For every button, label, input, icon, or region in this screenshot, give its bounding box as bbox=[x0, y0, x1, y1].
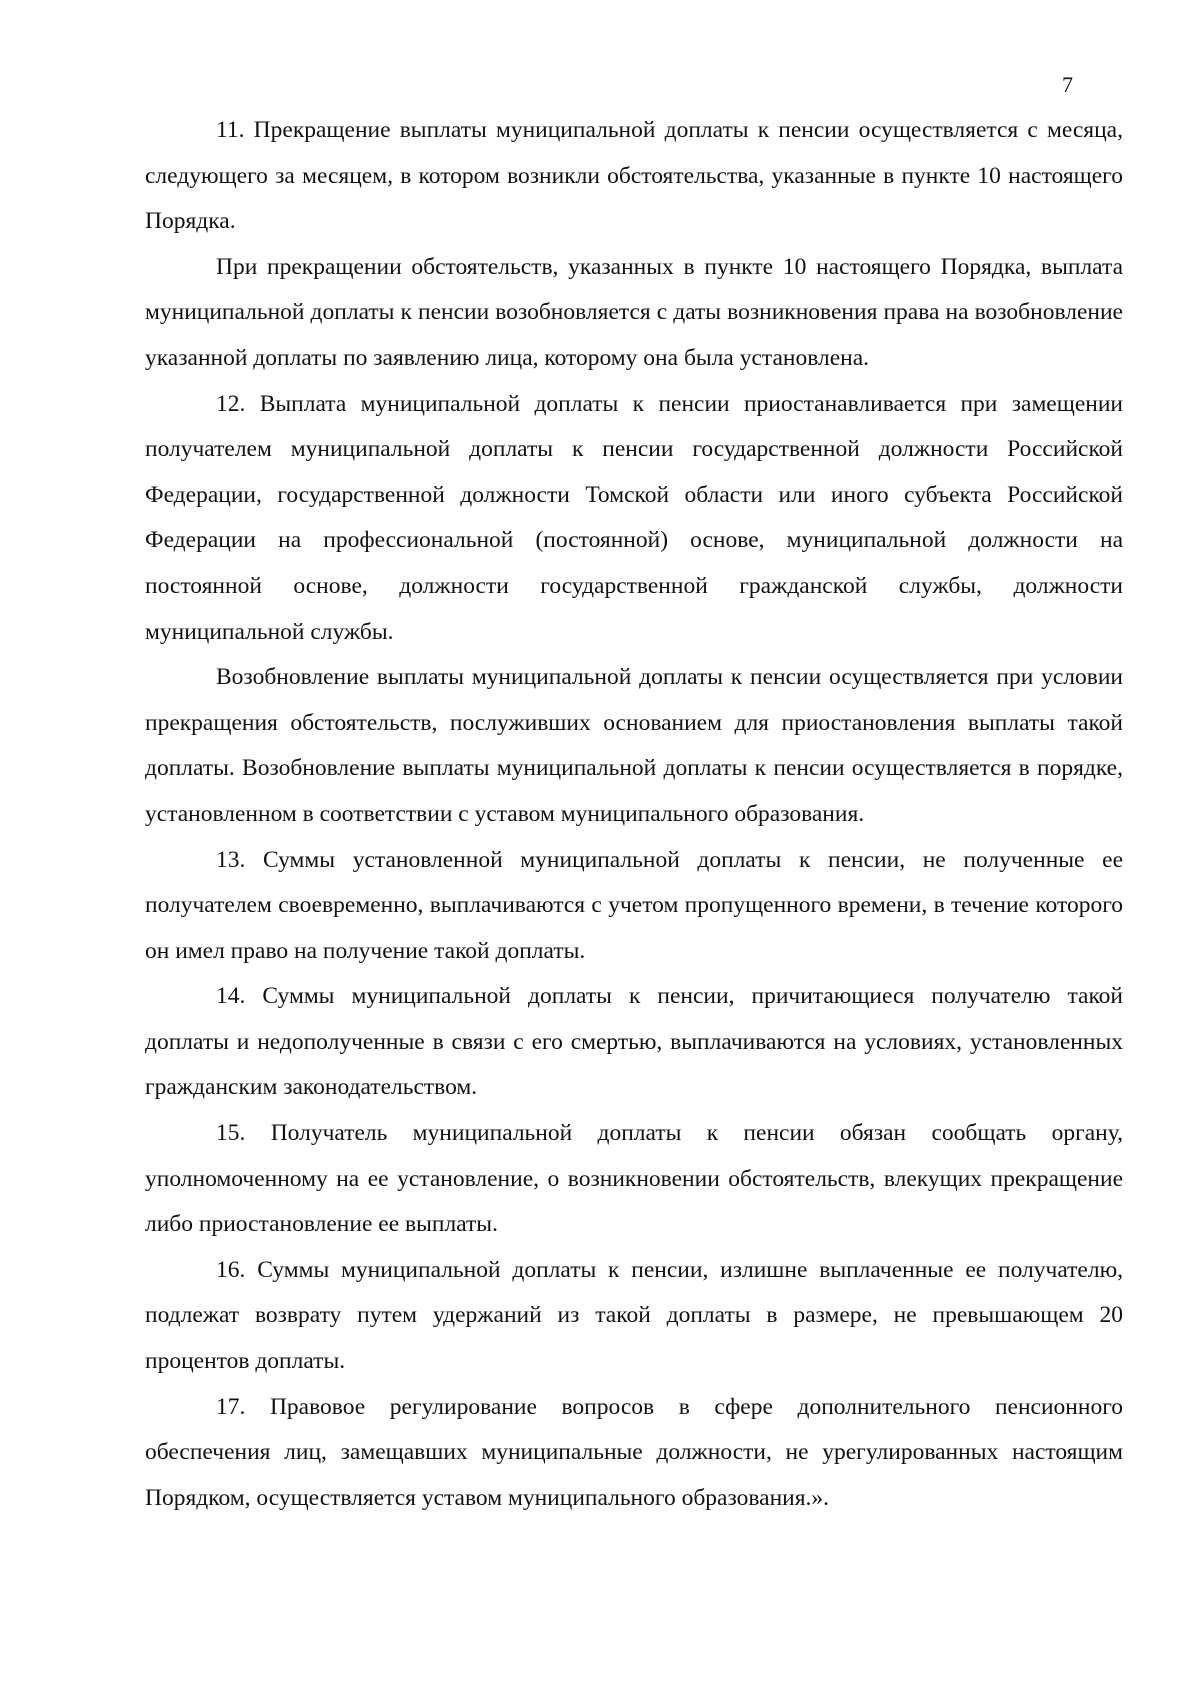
page-number: 7 bbox=[1062, 72, 1073, 97]
paragraph-item-13: 13. Суммы установленной муниципальной доплаты к пенсии, не полученные ее получателем своевременно, выплачиваются с учетом пропущенного времени, в течение которого он имел право на получение такой доплаты. bbox=[145, 846, 1123, 964]
paragraph-item-11: 11. Прекращение выплаты муниципальной доплаты к пенсии осуществляется с месяца, следующего за месяцем, в котором возникли обстоятельства, указанные в пункте 10 настоящего Порядка. bbox=[145, 117, 1123, 235]
paragraph-item-17: 17. Правовое регулирование вопросов в сфере дополнительного пенсионного обеспечения лиц, замещавших муниципальные должности, не урегулированных настоящим Порядком, осуществляется уставом муниципального образования.». bbox=[145, 1393, 1123, 1511]
paragraph-item-11-resume: При прекращении обстоятельств, указанных в пункте 10 настоящего Порядка, выплата муниципальной доплаты к пенсии возобновляется с даты возникновения права на возобновление указанной доплаты по заявлению лица, которому она была установлена. bbox=[145, 253, 1123, 371]
document-body bbox=[145, 108, 1123, 1521]
paragraph-item-15: 15. Получатель муниципальной доплаты к пенсии обязан сообщать органу, уполномоченному на ее установление, о возникновении обстоятельств, влекущих прекращение либо приостановление ее выплаты. bbox=[145, 1120, 1123, 1238]
paragraph-item-12: 12. Выплата муниципальной доплаты к пенсии приостанавливается при замещении получателем муниципальной доплаты к пенсии государственной должности Российской Федерации, государственной должности Томской области или иного субъекта Российской Федерации на профессиональной (постоянной) основе, муниципальной должности на постоянной основе, должности государственной гражданской службы, должности муниципальной службы. bbox=[145, 390, 1123, 645]
paragraph-item-12-resume: Возобновление выплаты муниципальной доплаты к пенсии осуществляется при условии прекращения обстоятельств, послуживших основанием для приостановления выплаты такой доплаты. Возобновление выплаты муниципальной доплаты к пенсии осуществляется в порядке, установленном в соответствии с уставом муниципального образования. bbox=[145, 664, 1123, 827]
paragraph-item-16: 16. Суммы муниципальной доплаты к пенсии, излишне выплаченные ее получателю, подлежат возврату путем удержаний из такой доплаты в размере, не превышающем 20 процентов доплаты. bbox=[145, 1256, 1123, 1375]
paragraph-item-14: 14. Суммы муниципальной доплаты к пенсии, причитающиеся получателю такой доплаты и недополученные в связи с его смертью, выплачиваются на условиях, установленных гражданским законодательством. bbox=[145, 983, 1123, 1101]
